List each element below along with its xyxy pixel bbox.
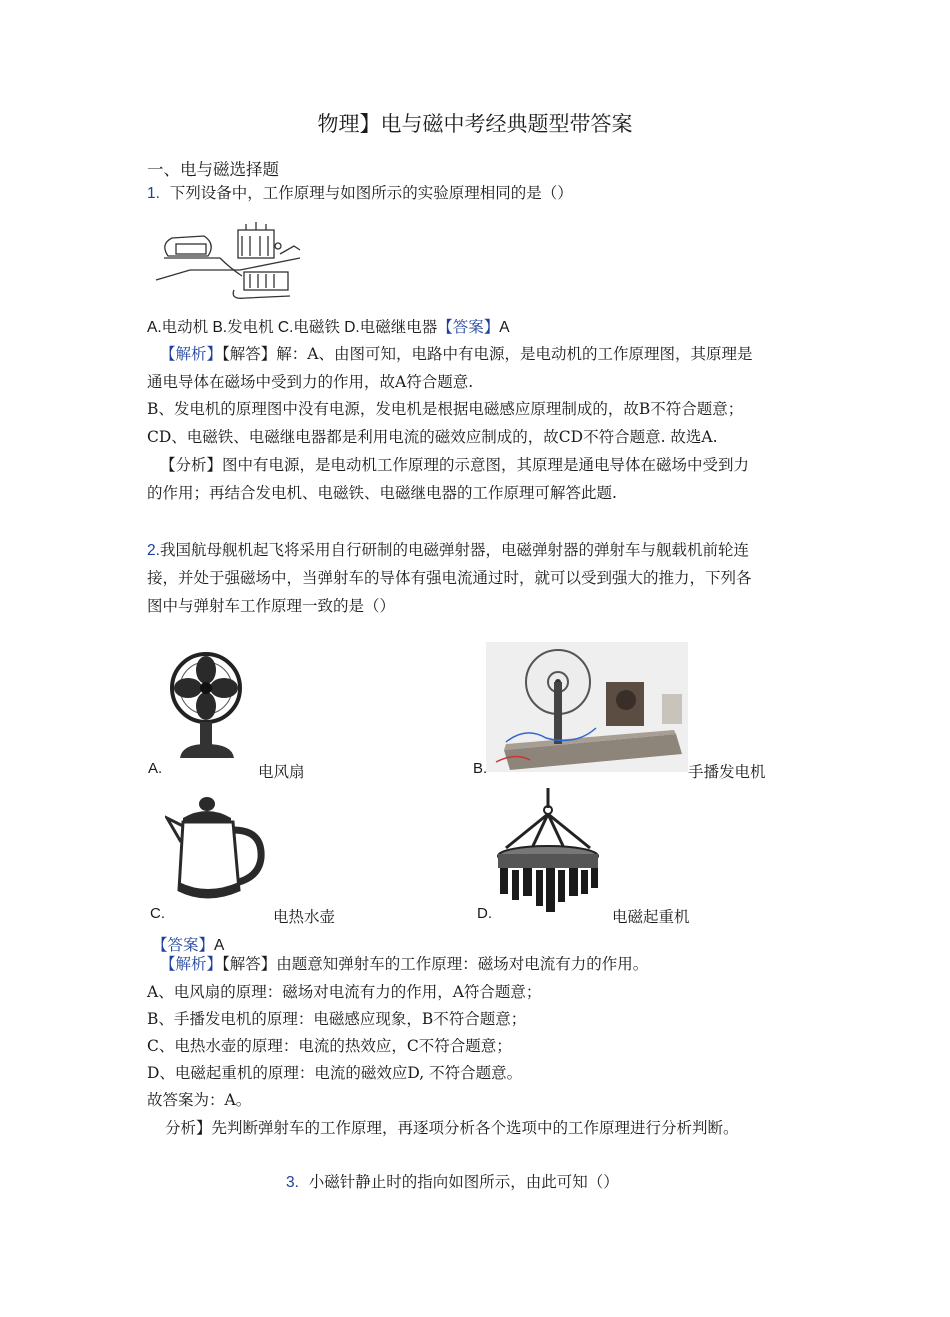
question-3-stem	[286, 1170, 619, 1192]
page-title: 物理】电与磁中考经典题型带答案	[317, 112, 633, 136]
question-3-text: 小磁针静止时的指向如图所示，由此可知（）	[308, 1173, 619, 1191]
option-a-label: 电风扇	[258, 763, 305, 781]
question-1-text: 下列设备中，工作原理与如图所示的实验原理相同的是（）	[169, 184, 573, 202]
hand-generator-figure	[486, 642, 688, 772]
analysis-text: 【解答】由题意知弹射车的工作原理：磁场对电流有力的作用。	[222, 955, 649, 973]
q1-analysis-line-4: CD、电磁铁、电磁继电器都是利用电流的磁效应制成的，故CD不符合题意. 故选A.	[147, 428, 718, 446]
option-c-letter: C.	[150, 905, 165, 922]
q2-analysis-line-6: 故答案为：A。	[147, 1091, 252, 1109]
q2-analysis-line-1	[160, 952, 648, 974]
q2-analysis-line-2: A、电风扇的原理：磁场对电流有力的作用，A符合题意；	[147, 983, 542, 1001]
q2-analysis-line-3: B、手播发电机的原理：电磁感应现象，B不符合题意；	[147, 1010, 527, 1028]
q1-summary-line-2: 的作用；再结合发电机、电磁铁、电磁继电器的工作原理可解答此题.	[147, 484, 617, 502]
question-3-number: 3.	[286, 1174, 299, 1191]
q1-analysis-line-1	[160, 342, 752, 364]
q1-analysis-line-3: B、发电机的原理图中没有电源，发电机是根据电磁感应原理制成的，故B不符合题意；	[147, 400, 744, 418]
option-d-label: 电磁起重机	[612, 908, 690, 926]
answer-tag: 【答案】	[437, 318, 500, 336]
electromagnetic-crane-figure	[492, 786, 604, 918]
analysis-tag: 【解析】	[160, 955, 223, 973]
option-b-label: 手播发电机	[688, 763, 766, 781]
question-1-option-list: A.电动机 B.发电机 C.电磁铁 D.电磁继电器	[147, 319, 438, 336]
answer-tag: 【答案】	[152, 936, 215, 954]
question-1-number: 1.	[147, 185, 160, 202]
question-2-text: 我国航母舰机起飞将采用自行研制的电磁弹射器，电磁弹射器的弹射车与舰载机前轮连	[159, 541, 749, 559]
option-c-label: 电热水壶	[273, 908, 336, 926]
question-2-stem-line-1	[147, 538, 749, 560]
question-2-stem-line-3: 图中与弹射车工作原理一致的是（）	[147, 597, 396, 615]
question-1-stem	[147, 181, 573, 203]
q1-apparatus-figure	[150, 210, 310, 306]
q1-analysis-line-2: 通电导体在磁场中受到力的作用，故A符合题意.	[147, 373, 474, 391]
option-a-letter: A.	[148, 760, 163, 777]
question-2-number: 2.	[147, 542, 160, 559]
option-b-letter: B.	[473, 760, 488, 777]
answer-value: A	[214, 937, 225, 954]
q1-summary-line-1: 【分析】图中有电源，是电动机工作原理的示意图，其原理是通电导体在磁场中受到力	[160, 456, 750, 474]
answer-value: A	[499, 319, 510, 336]
electric-fan-figure	[162, 640, 257, 772]
section-heading: 一、电与磁选择题	[147, 160, 279, 179]
q2-analysis-line-4: C、电热水壶的原理：电流的热效应，C不符合题意；	[147, 1037, 512, 1055]
analysis-text: 【解答】解：A、由图可知，电路中有电源，是电动机的工作原理图，其原理是	[222, 345, 753, 363]
question-2-stem-line-2: 接，并处于强磁场中，当弹射车的导体有强电流通过时，就可以受到强大的推力，下列各	[147, 569, 752, 587]
question-1-options	[147, 315, 510, 337]
q2-summary: 分析】先判断弹射车的工作原理，再逐项分析各个选项中的工作原理进行分析判断。	[165, 1119, 739, 1137]
analysis-tag: 【解析】	[160, 345, 223, 363]
option-d-letter: D.	[477, 905, 492, 922]
electric-kettle-figure	[165, 790, 273, 910]
q2-analysis-line-5: D、电磁起重机的原理：电流的磁效应D, 不符合题意。	[147, 1064, 523, 1082]
